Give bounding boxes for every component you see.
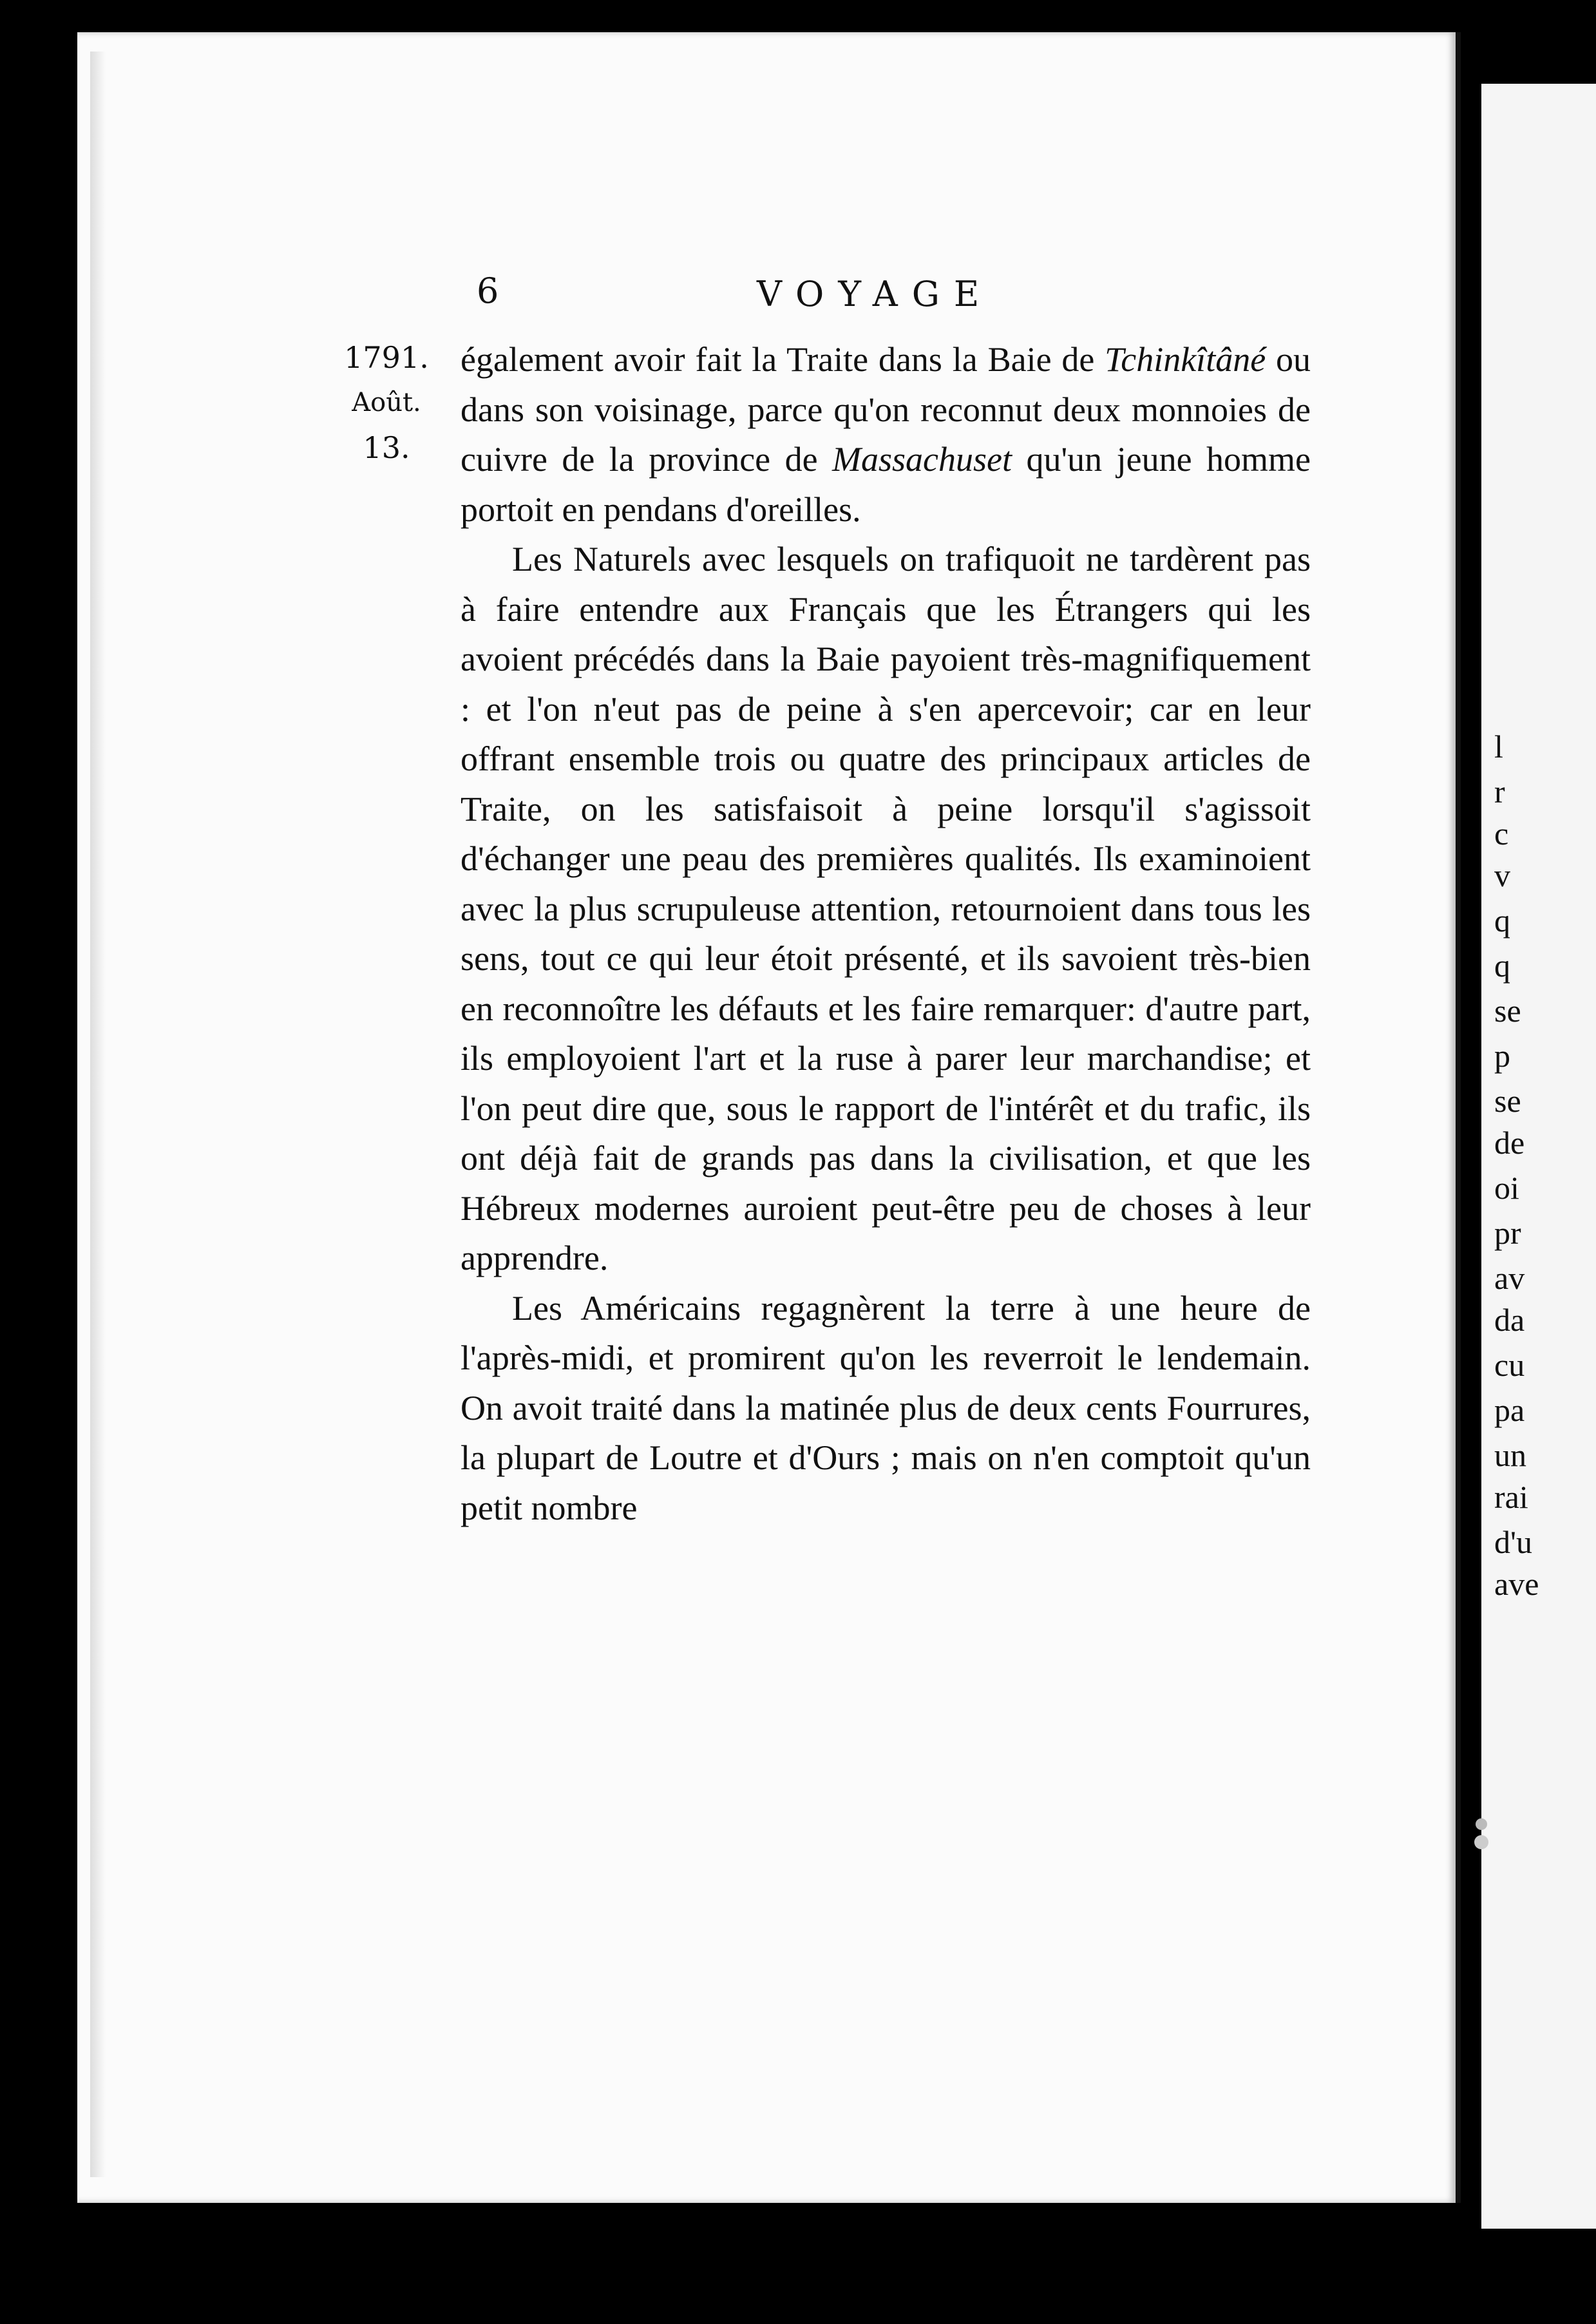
facing-page-fragment: ave <box>1494 1566 1539 1602</box>
facing-page-fragment: q <box>1494 948 1510 984</box>
facing-page-fragment: de <box>1494 1125 1525 1161</box>
paragraph <box>461 335 1311 535</box>
facing-page-fragment: se <box>1494 993 1521 1029</box>
text-run: Les Naturels avec lesquels on trafiquoit ne tardèrent pas à faire entendre aux Français que les Étrangers qui les avoient précédés dans la Baie payoient très-magnifiquement : et l'on n'eut pas de peine à s'en apercevoir; car en leur offrant ensemble trois ou quatre des principaux articles de Traite, on les satisfaisoit à peine lorsqu'il s'agissoit d'échanger une peau des premières qualités. Ils examinoient avec la plus scrupuleuse attention, retournoient dans tous les sens, tout ce qui leur étoit présenté, et ils savoient très-bien en reconnoître les défauts et les faire remarquer: d'autre part, ils employoient l'art et la ruse à parer leur marchandise; et l'on peut dire que, sous le rapport de l'intérêt et du trafic, ils ont déjà fait de grands pas dans la civilisation, et que les Hébreux modernes auroient peut-être peu de choses à leur apprendre. <box>461 540 1311 1277</box>
facing-page-fragment: l <box>1494 729 1503 765</box>
facing-page-fragment: r <box>1494 774 1505 810</box>
margin-month: Août. <box>352 388 421 417</box>
facing-page-fragment: av <box>1494 1260 1525 1296</box>
facing-page-fragment: un <box>1494 1437 1526 1473</box>
margin-day: 13. <box>363 430 410 465</box>
margin-year: 1791. <box>344 340 429 375</box>
facing-page-fragment: se <box>1494 1083 1521 1119</box>
body-text <box>461 335 1311 1533</box>
italic-place-name: Massachuset <box>832 440 1012 479</box>
text-run: qu'un jeune homme portoit en pendans d'oreilles. <box>461 440 1311 529</box>
page-header <box>0 271 1596 316</box>
facing-page-fragment: oi <box>1494 1170 1519 1206</box>
facing-page-fragment: pa <box>1494 1392 1525 1428</box>
paragraph <box>461 1284 1311 1534</box>
page-number: 6 <box>477 271 499 311</box>
facing-page-fragment: cu <box>1494 1347 1525 1383</box>
text-run: Les Américains regagnèrent la terre à une heure de l'après-midi, et promirent qu'on les reverroit le lendemain. On avoit traité dans la matinée plus de deux cents Fourrures, la plupart de Loutre et d'Ours ; mais on n'en comptoit qu'un petit nombre <box>461 1288 1311 1527</box>
facing-page-fragment: c <box>1494 815 1509 852</box>
facing-page <box>1481 84 1596 2229</box>
page-edge <box>90 52 106 2177</box>
text-run: ou dans son voisinage, parce qu'on reconnut deux monnoies de cuivre de la province de <box>461 340 1311 479</box>
facing-page-fragment: v <box>1494 857 1510 893</box>
italic-place-name: Tchinkîtâné <box>1105 340 1266 379</box>
facing-page-fragment: da <box>1494 1302 1525 1338</box>
facing-page-fragment: rai <box>1494 1479 1528 1515</box>
margin-date-note <box>335 335 438 470</box>
facing-page-fragment: pr <box>1494 1215 1521 1251</box>
paragraph <box>461 535 1311 1284</box>
text-run: également avoir fait la Traite dans la Baie de <box>461 340 1105 379</box>
ink-specks <box>1468 1816 1494 1855</box>
facing-page-fragment: q <box>1494 902 1510 938</box>
facing-page-fragment: p <box>1494 1038 1510 1074</box>
facing-page-fragment: d'u <box>1494 1524 1533 1560</box>
running-title: VOYAGE <box>757 274 994 314</box>
